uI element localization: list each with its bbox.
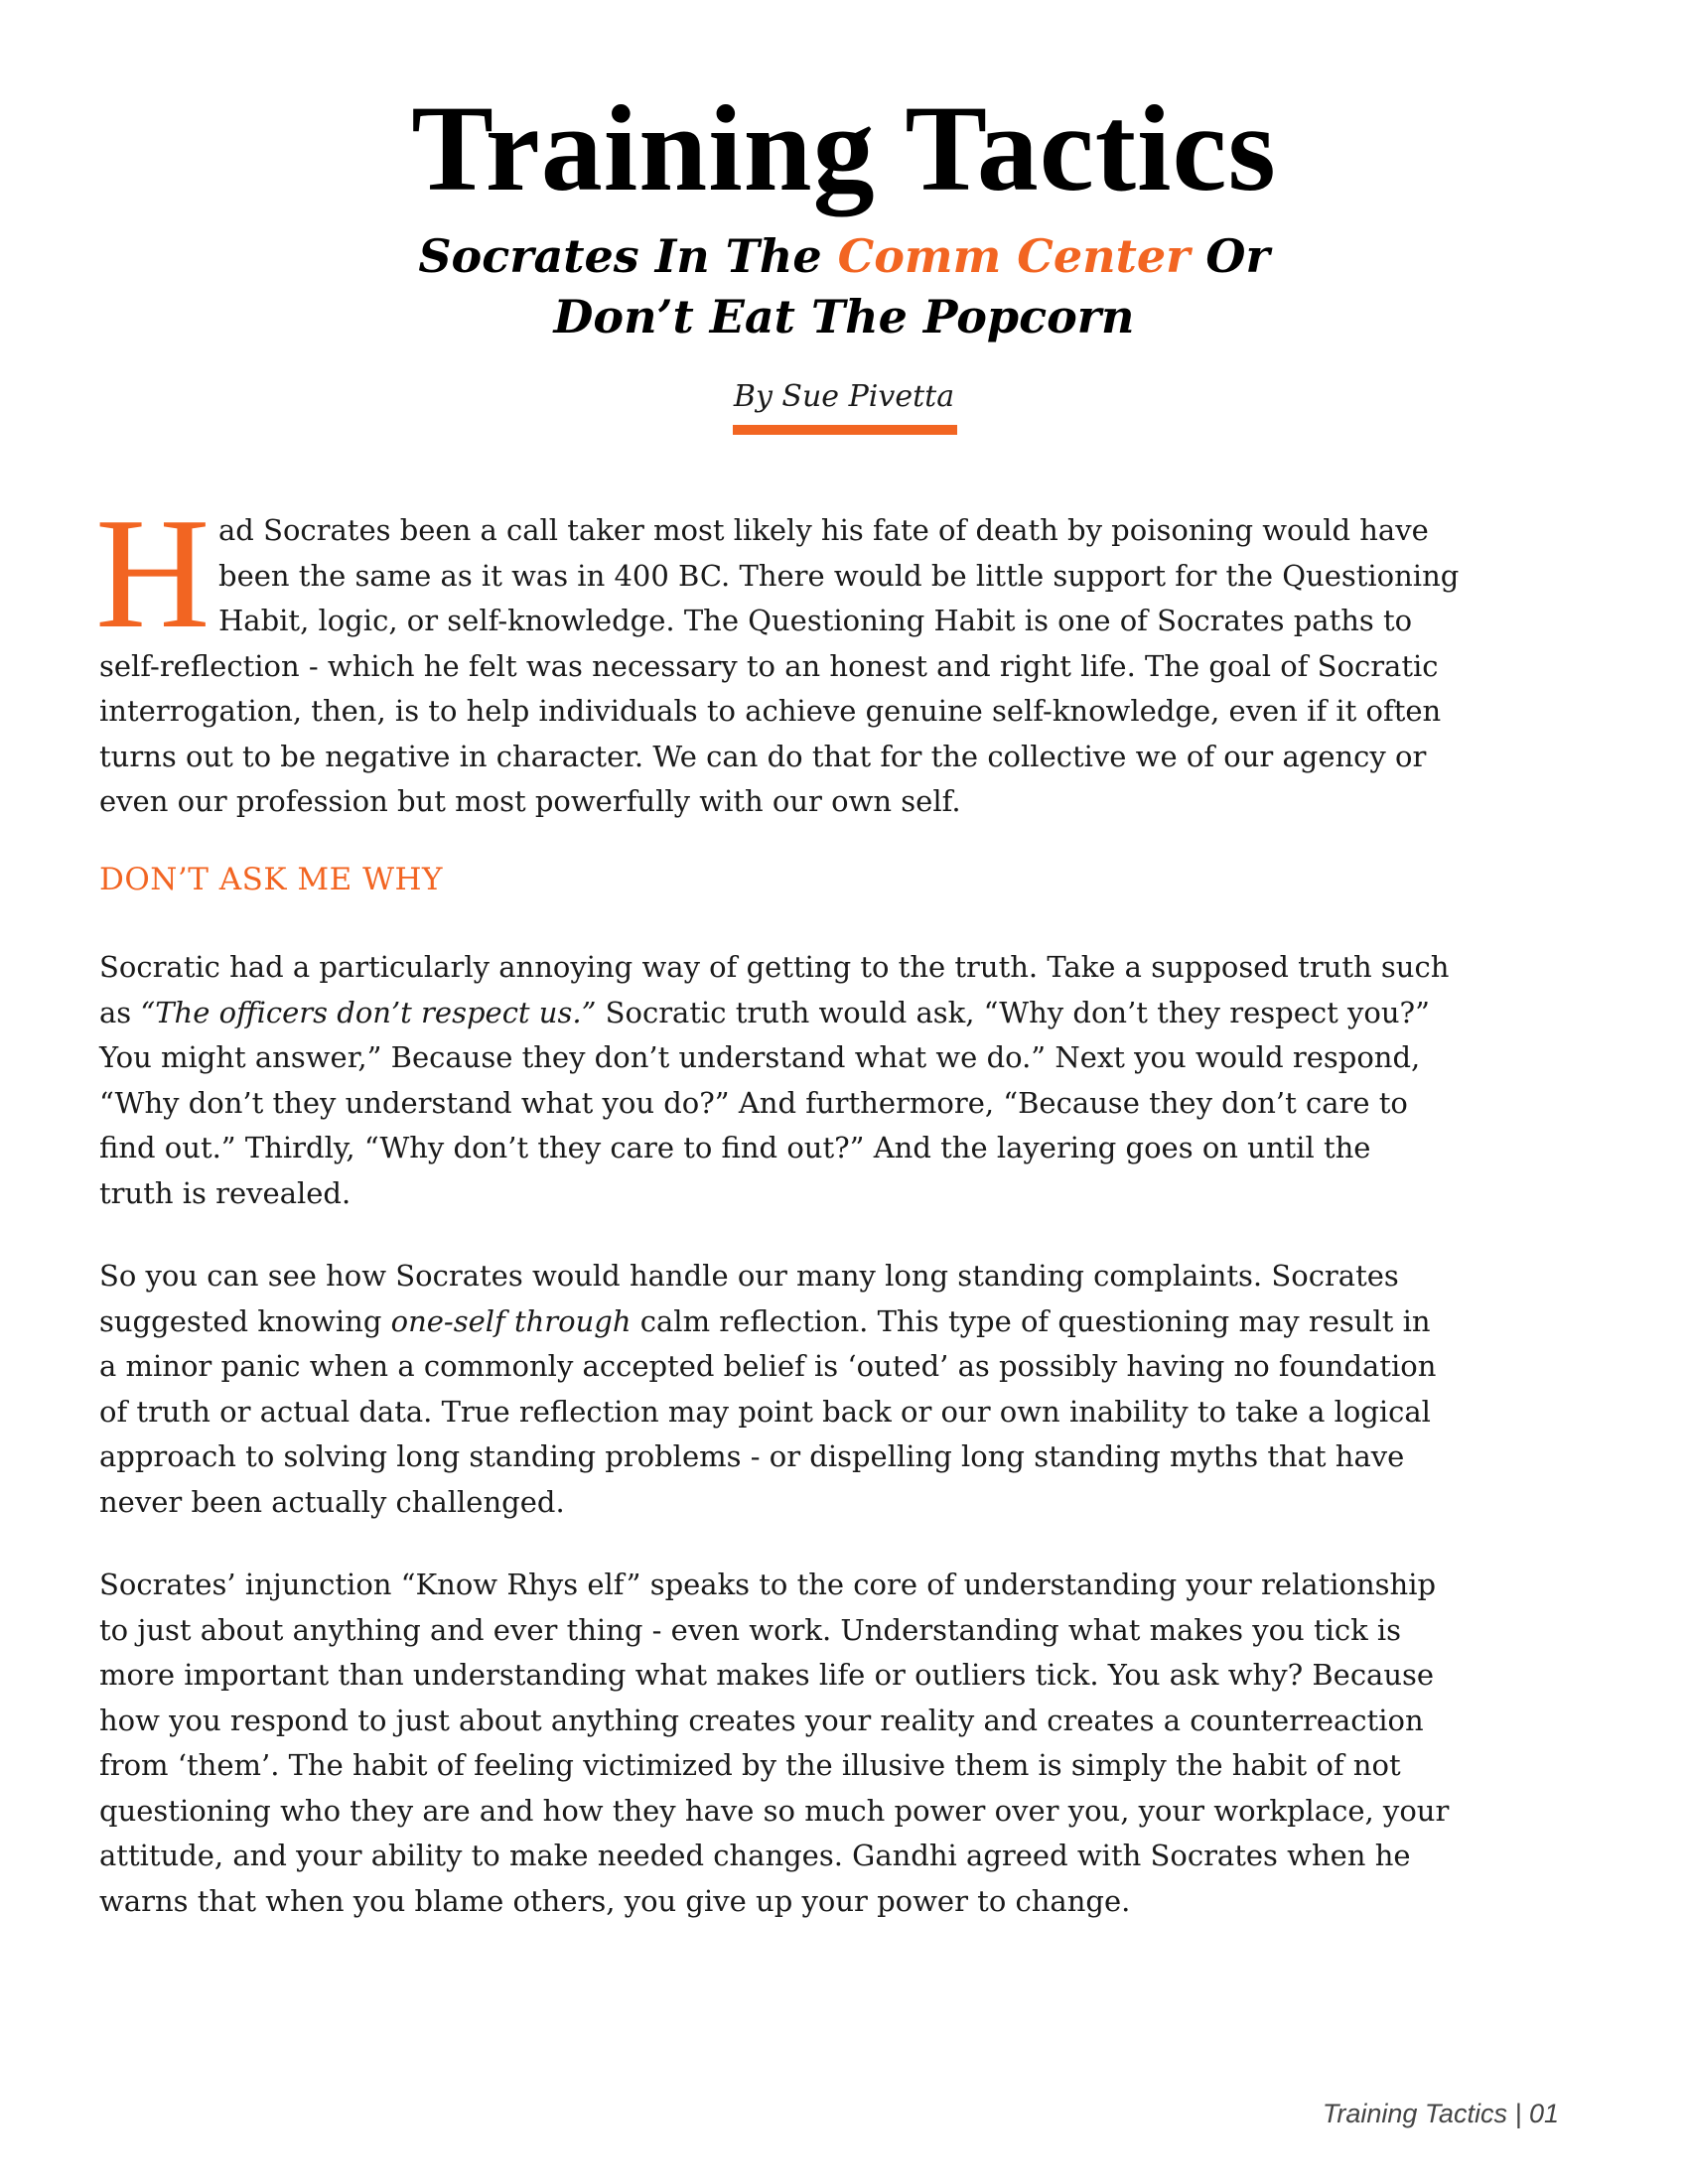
text-line xyxy=(99,735,1459,780)
paragraph xyxy=(99,945,1449,1216)
text-segment: Socratic truth would ask, “Why don’t they respect you?” xyxy=(596,995,1430,1029)
text-segment: “Why don’t they understand what you do?” And furthermore, “Because they don’t care to xyxy=(99,1085,1408,1120)
text-line xyxy=(99,1879,1449,1925)
paragraph xyxy=(99,1254,1436,1525)
intro-paragraph xyxy=(99,508,1459,825)
text-line xyxy=(99,1254,1436,1299)
text-segment: more important than understanding what makes life or outliers tick. You ask why? Because xyxy=(99,1658,1435,1692)
page-title: Training Tactics xyxy=(411,80,1277,216)
text-line xyxy=(99,644,1459,690)
text-line xyxy=(99,1608,1449,1654)
text-segment: of truth or actual data. True reflection may point back or our own inability to take a logical xyxy=(99,1394,1431,1429)
subtitle-text: Or xyxy=(1190,229,1270,283)
text-line xyxy=(99,1035,1449,1081)
text-segment: even our profession but most powerfully with our own self. xyxy=(99,784,961,818)
text-line xyxy=(99,554,1459,600)
text-segment: So you can see how Socrates would handle our many long standing complaints. Socrates xyxy=(99,1259,1399,1293)
text-segment: calm reflection. This type of questioning may result in xyxy=(631,1303,1431,1338)
text-segment: You might answer,” Because they don’t understand what we do.” Next you would respond, xyxy=(99,1040,1421,1074)
text-line xyxy=(99,1699,1449,1744)
text-segment: find out.” Thirdly, “Why don’t they care to find out?” And the layering goes on until the xyxy=(99,1131,1371,1164)
subtitle-accent: Comm Center xyxy=(837,229,1191,283)
text-line xyxy=(99,779,1459,825)
text-line xyxy=(99,945,1449,991)
text-line xyxy=(99,1743,1449,1789)
text-line xyxy=(99,1126,1449,1171)
text-line xyxy=(99,508,1459,554)
text-line xyxy=(99,689,1459,735)
text-line xyxy=(99,1434,1436,1480)
text-segment: turns out to be negative in character. We can do that for the collective we of our agency or xyxy=(99,739,1427,773)
text-segment: Socrates’ injunction “Know Rhys elf” speaks to the core of understanding your relationship xyxy=(99,1568,1437,1601)
article-subtitle xyxy=(0,226,1688,347)
text-segment: warns that when you blame others, you give up your power to change. xyxy=(99,1883,1131,1918)
text-line xyxy=(99,1480,1436,1526)
paragraph xyxy=(99,1563,1449,1924)
text-line xyxy=(99,1171,1449,1217)
text-segment: suggested knowing xyxy=(99,1303,391,1338)
text-segment: been the same as it was in 400 BC. There would be little support for the Questioning xyxy=(218,558,1460,593)
text-segment: how you respond to just about anything creates your reality and creates a counterreaction xyxy=(99,1703,1424,1737)
text-line xyxy=(99,1563,1449,1608)
section-heading: DON’T ASK ME WHY xyxy=(99,862,444,897)
text-segment: from ‘them’. The habit of feeling victimized by the illusive them is simply the habit of not xyxy=(99,1748,1401,1782)
text-line xyxy=(99,1299,1436,1345)
text-segment: approach to solving long standing problems - or dispelling long standing myths that have xyxy=(99,1439,1405,1473)
text-segment: self-reflection - which he felt was necessary to an honest and right life. The goal of Socratic xyxy=(99,648,1439,683)
text-segment: questioning who they are and how they have so much power over you, your workplace, your xyxy=(99,1793,1450,1828)
text-segment: Socratic had a particularly annoying way of getting to the truth. Take a supposed truth such xyxy=(99,950,1450,984)
text-segment: a minor panic when a commonly accepted belief is ‘outed’ as possibly having no foundation xyxy=(99,1349,1437,1383)
byline-underline xyxy=(733,425,957,435)
page-footer: Training Tactics | 01 xyxy=(1322,2099,1559,2128)
text-segment: to just about anything and ever thing - even work. Understanding what makes you tick is xyxy=(99,1612,1402,1647)
subtitle-line-2: Don’t Eat The Popcorn xyxy=(553,290,1135,343)
text-segment: Habit, logic, or self-knowledge. The Questioning Habit is one of Socrates paths to xyxy=(218,604,1413,637)
text-line xyxy=(99,1789,1449,1835)
text-line xyxy=(99,1081,1449,1127)
text-line xyxy=(99,599,1459,644)
byline: By Sue Pivetta xyxy=(733,379,955,414)
drop-cap: H xyxy=(95,484,211,661)
text-line xyxy=(99,1653,1449,1699)
text-segment: never been actually challenged. xyxy=(99,1484,565,1519)
subtitle-text: Socrates In The xyxy=(418,229,838,283)
text-segment: as xyxy=(99,995,141,1029)
text-segment: truth is revealed. xyxy=(99,1175,352,1210)
text-line xyxy=(99,1344,1436,1390)
italic-text: one-self through xyxy=(390,1303,632,1338)
text-line xyxy=(99,1390,1436,1435)
text-line xyxy=(99,991,1449,1036)
text-line xyxy=(99,1834,1449,1879)
text-segment: ad Socrates been a call taker most likely his fate of death by poisoning would have xyxy=(218,513,1429,547)
text-segment: interrogation, then, is to help individuals to achieve genuine self-knowledge, even if it often xyxy=(99,694,1442,728)
text-segment: attitude, and your ability to make needed changes. Gandhi agreed with Socrates when he xyxy=(99,1839,1411,1872)
italic-text: “The officers don’t respect us.” xyxy=(140,995,597,1029)
